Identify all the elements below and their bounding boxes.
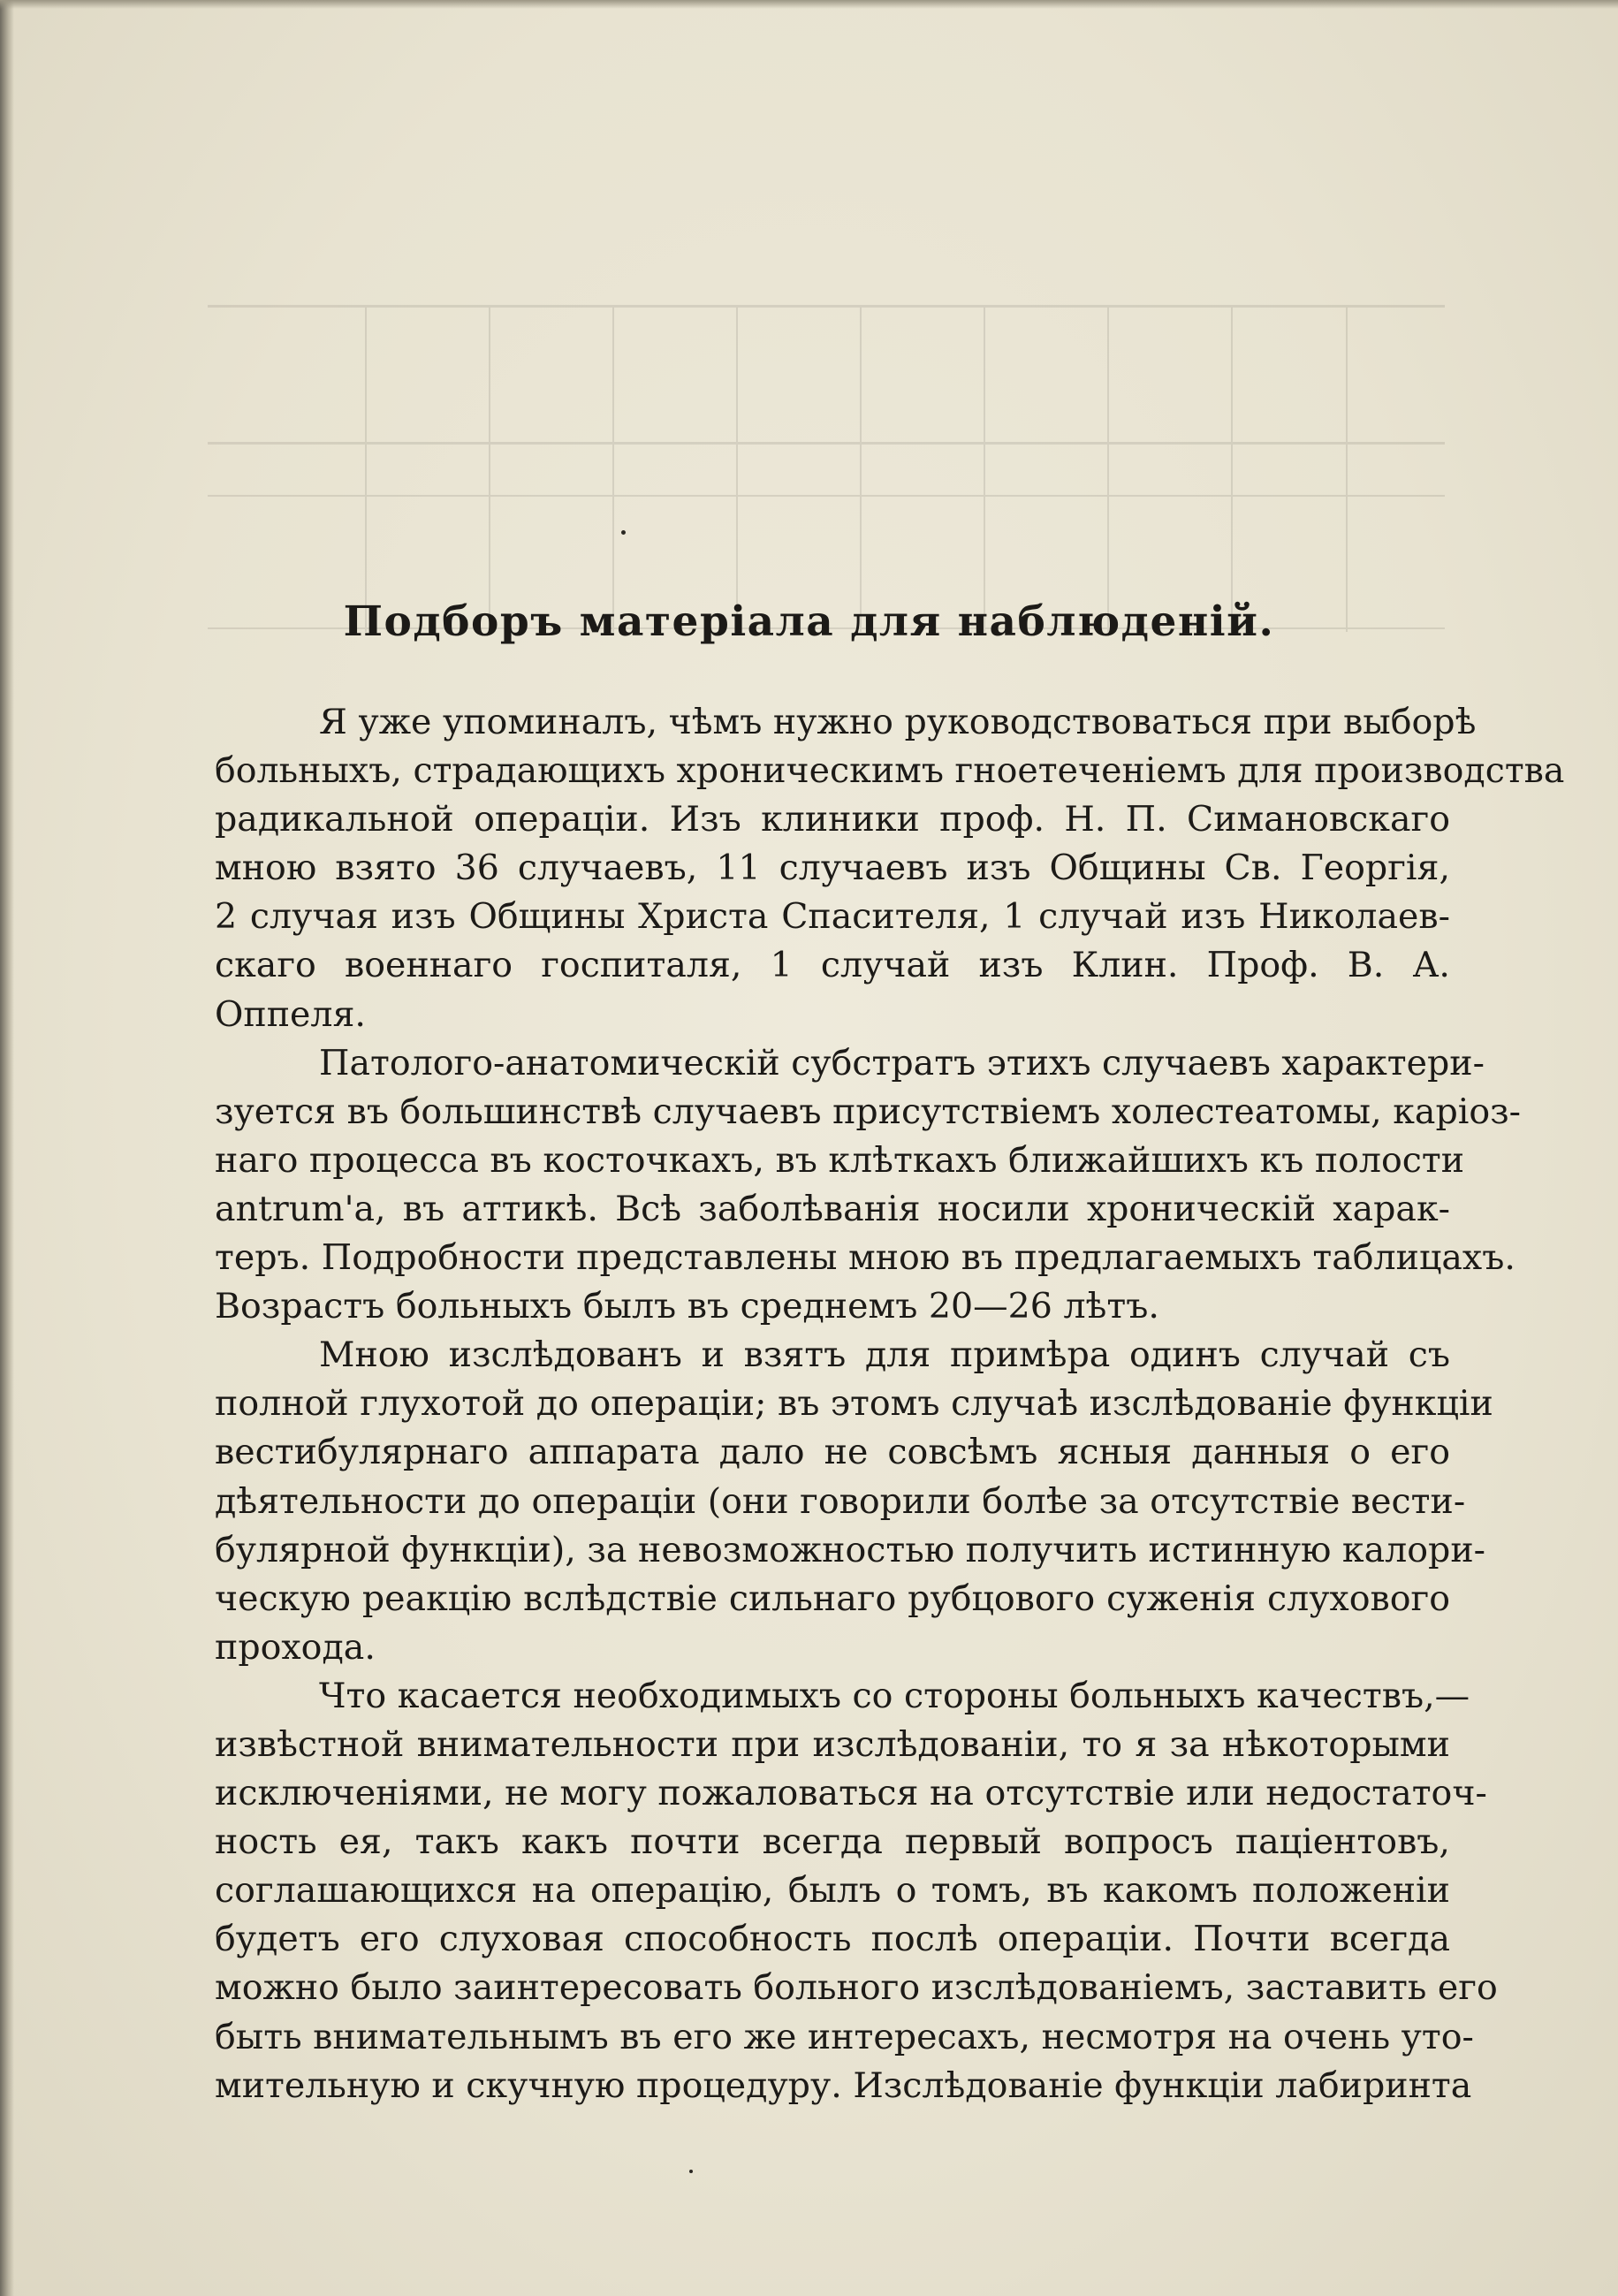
body-text [215,698,1565,2110]
text-line: извѣстной внимательности при изслѣдованіи, то я за нѣкоторыми [215,1723,1450,1765]
text-line: ческую реакцію вслѣдствіе сильнаго рубцового суженія слухового [215,1578,1450,1619]
text-line: быть внимательнымъ въ его же интересахъ, несмотря на очень уто- [215,2016,1474,2057]
paragraph [215,698,1565,1039]
text-line: Что касается необходимыхъ со стороны больныхъ качествъ,— [319,1675,1470,1716]
paragraph [215,1672,1498,2110]
text-line: Оппеля. [215,993,366,1035]
text-line: теръ. Подробности представлены мною въ предлагаемыхъ таблицахъ. [215,1237,1515,1279]
text-line: ность ея, такъ какъ почти всегда первый вопросъ пацiентовъ, [215,1821,1450,1863]
page-edge-shadow [0,0,14,2296]
ink-speck [621,530,626,535]
text-line: дѣятельности до операціи (они говорили болѣе за отсутствіе вести- [215,1480,1466,1522]
text-line: Я уже упоминалъ, чѣмъ нужно руководствоваться при выборѣ [319,702,1477,742]
text-line: скаго военнаго госпиталя, 1 случай изъ Клин. Проф. В. А. [215,945,1450,986]
paragraph [215,1039,1522,1332]
text-line: можно было заинтересовать больного изслѣдованіемъ, заставить его [215,1967,1498,2009]
text-line: Возрастъ больныхъ былъ въ среднемъ 20—26 лѣтъ. [215,1286,1159,1327]
text-line: мною взято 36 случаевъ, 11 случаевъ изъ Общины Св. Георгія, [215,848,1450,889]
ink-speck [689,2170,693,2173]
text-line: полной глухотой до операціи; въ этомъ случаѣ изслѣдованіе функціи [215,1383,1493,1425]
text-line: вестибулярнаго аппарата дало не совсѣмъ ясныя данныя о его [215,1432,1450,1473]
text-line: наго процесса въ косточкахъ, въ клѣткахъ ближайшихъ къ полости [215,1139,1465,1181]
text-line: 2 случая изъ Общины Христа Спасителя, 1 случай изъ Николаев- [215,896,1450,938]
text-line: больныхъ, страдающихъ хроническимъ гноетеченіемъ для производства [215,750,1565,792]
text-line: прохода. [215,1626,376,1668]
text-line: радикальной операціи. Изъ клиники проф. Н. П. Симановскаго [215,799,1450,840]
text-line: antrum'a, въ аттикѣ. Всѣ заболѣванія носили хроническій харак- [215,1188,1450,1229]
text-line: будетъ его слуховая способность послѣ операціи. Почти всегда [215,1919,1450,1960]
text-line: булярной функціи), за невозможностью получить истинную калори- [215,1529,1485,1570]
bleed-through-table [208,203,1445,645]
text-line: исключеніями, не могу пожаловаться на отсутствіе или недостаточ- [215,1773,1487,1814]
paragraph [215,1331,1493,1672]
text-line: соглашающихся на операцію, былъ о томъ, въ какомъ положеніи [215,1870,1450,1912]
section-heading: Подборъ матеріала для наблюденій. [343,597,1275,646]
text-line: мительную и скучную процедуру. Изслѣдованіе функціи лабиринта [215,2064,1472,2106]
text-line: Мною изслѣдованъ и взятъ для примѣра одинъ случай съ [319,1334,1450,1376]
page-top-shadow [0,0,1618,9]
text-line: зуется въ большинствѣ случаевъ присутствіемъ холестеатомы, каріоз- [215,1091,1522,1132]
text-line: Патолого-анатомическій субстратъ этихъ случаевъ характери- [319,1042,1485,1083]
